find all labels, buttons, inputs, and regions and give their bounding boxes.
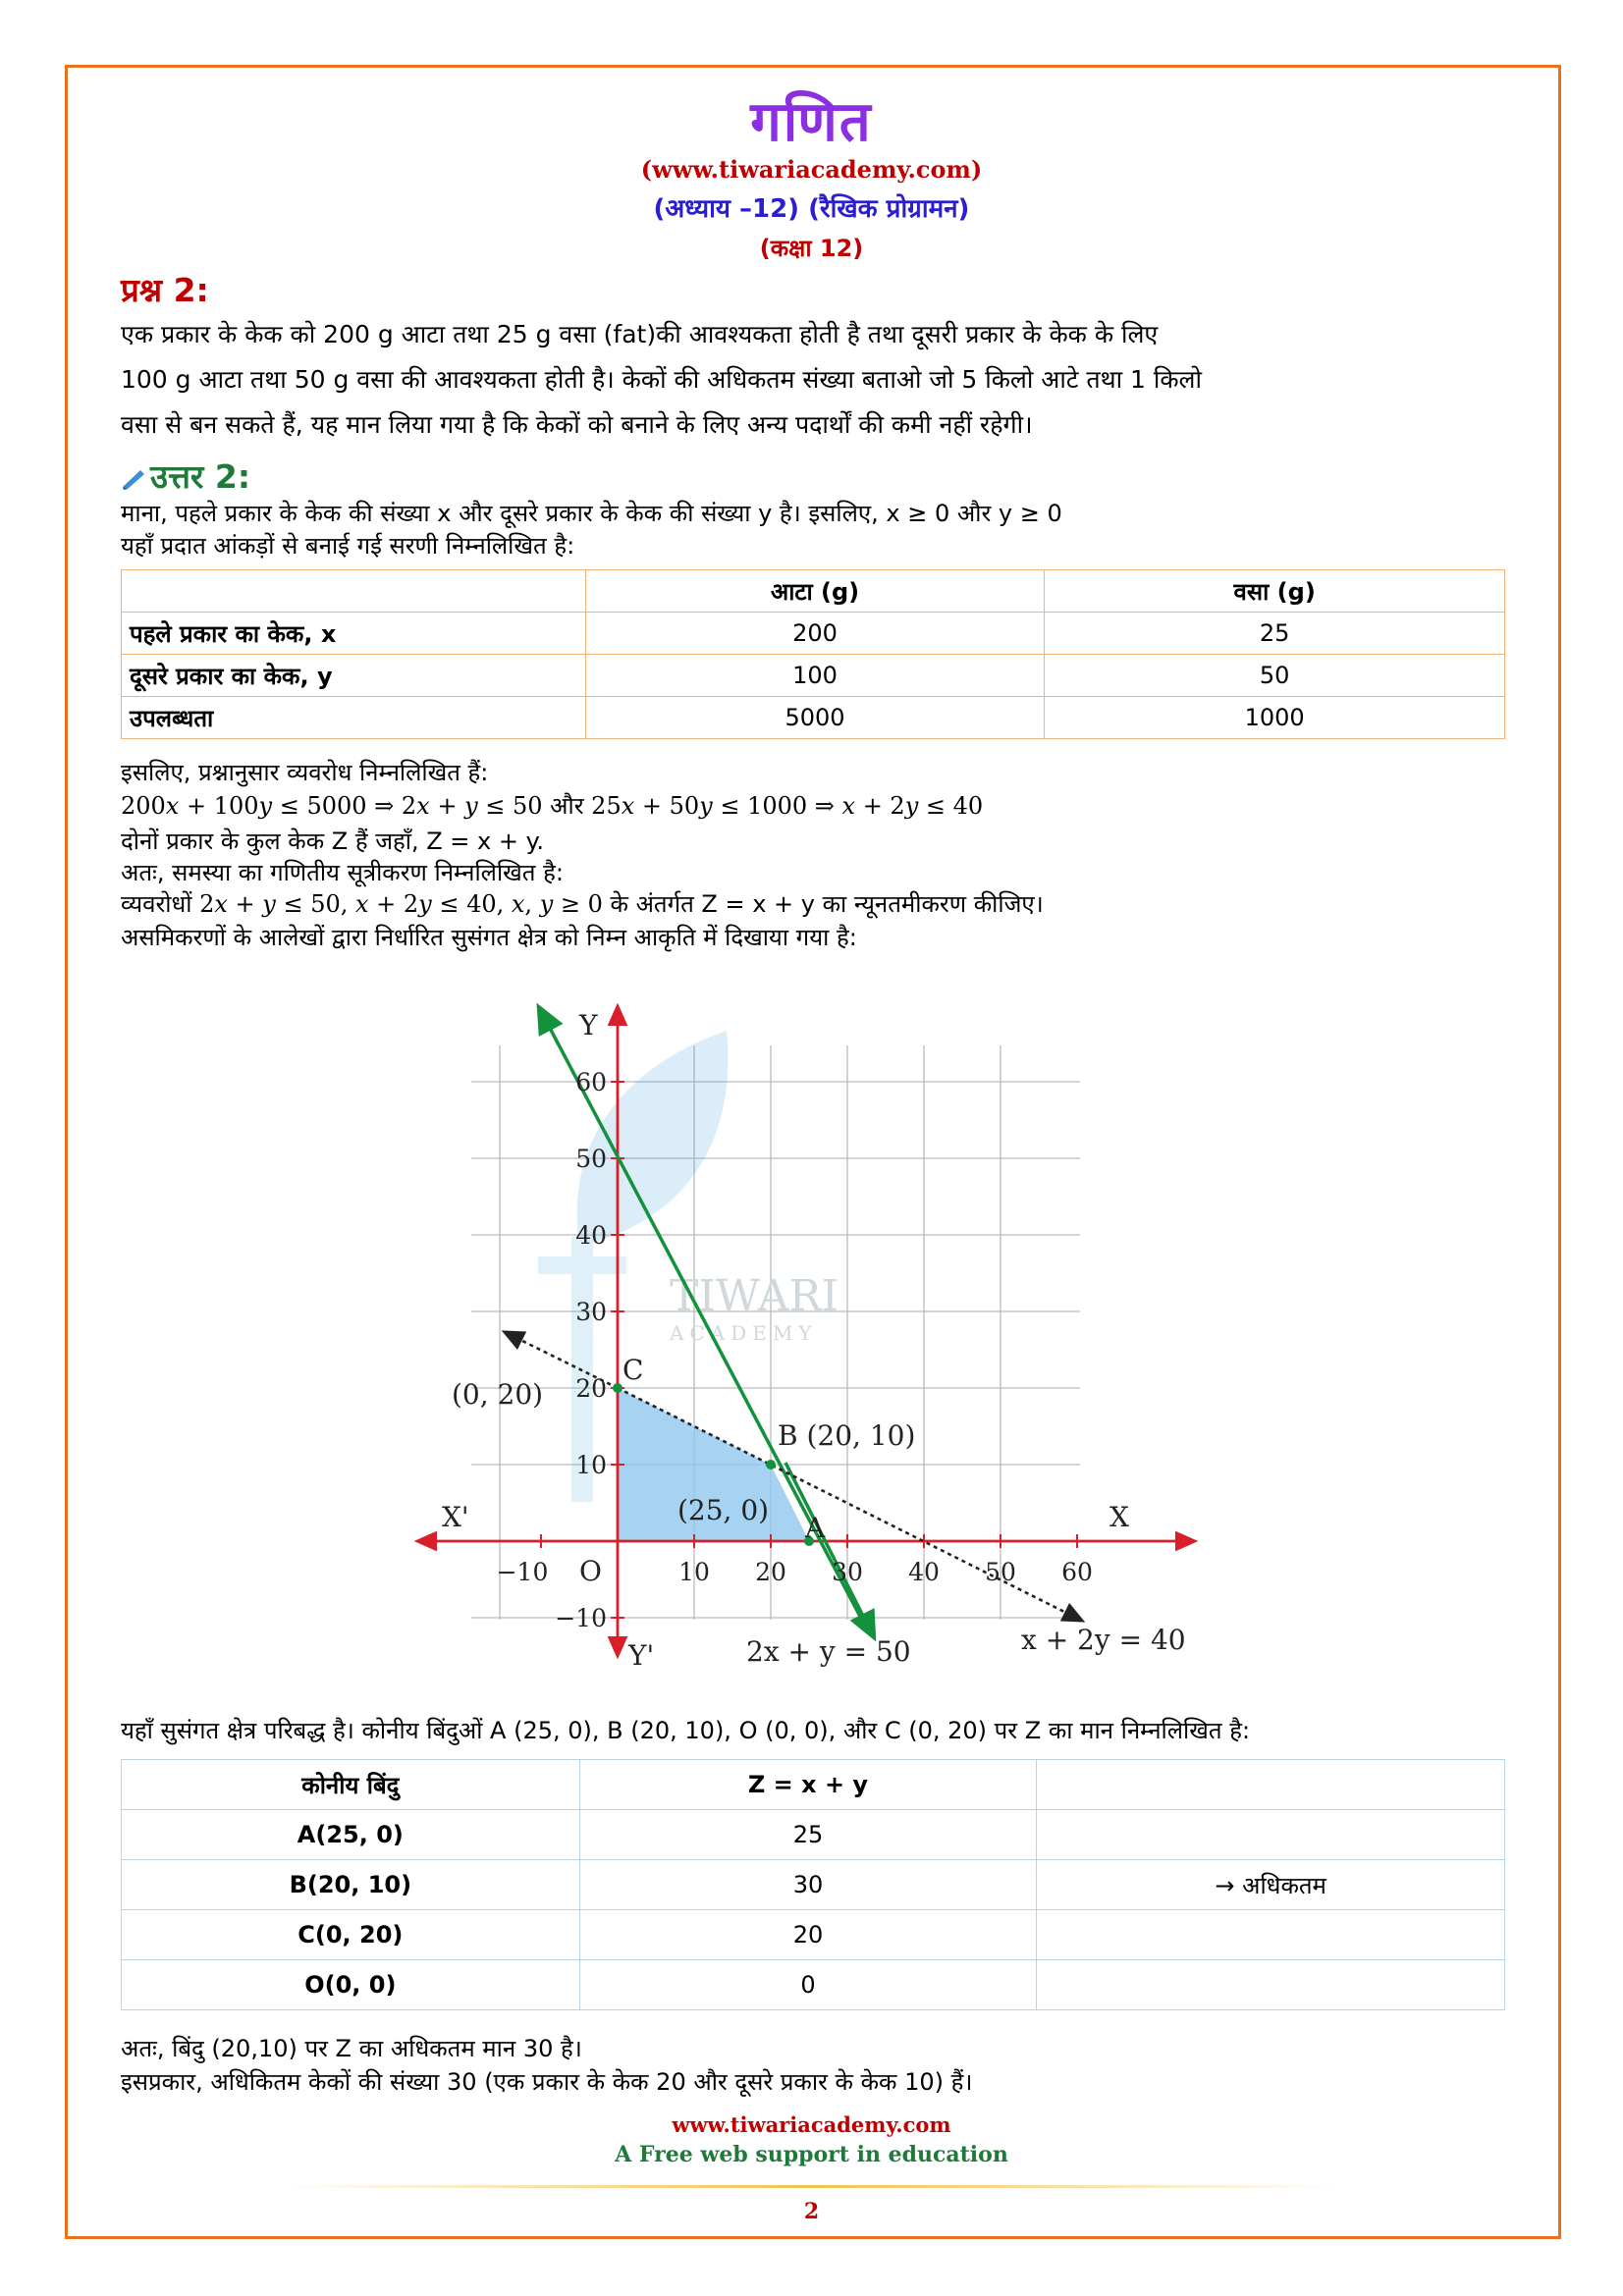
answer-line-1: माना, पहले प्रकार के केक की संख्या x और दूसरे प्रकार के केक की संख्या y है। इसलिए, x ≥ 0 और y ≥ 0: [121, 500, 1062, 527]
question-line-2: 100 g आटा तथा 50 g वसा की आवश्यकता होती है। केकों की अधिकतम संख्या बताओ जो 5 किलो आटे तथा 1 किलो: [121, 365, 1202, 394]
point-c-label: C: [622, 1354, 644, 1386]
equation-and: और: [542, 792, 592, 820]
point-c: [613, 1383, 622, 1393]
x-tick-label: 10: [678, 1558, 710, 1586]
table-cell: [1037, 1960, 1505, 2010]
table-cell: 20: [579, 1910, 1037, 1960]
y-tick-label: 40: [575, 1221, 607, 1250]
equation-2: 25𝑥 + 50𝑦 ≤ 1000 ⇒ 𝑥 + 2𝑦 ≤ 40: [591, 792, 984, 820]
table-cell: 100: [585, 655, 1045, 697]
table-cell: → अधिकतम: [1037, 1860, 1505, 1910]
y-tick-label: 30: [575, 1298, 607, 1326]
footer-tagline: A Free web support in education: [615, 2142, 1008, 2167]
formulation-prefix: व्यवरोधों: [121, 890, 200, 918]
x-tick-label: 30: [832, 1558, 863, 1586]
feasible-region-graph: [412, 991, 1217, 1669]
origin-label: O: [579, 1555, 602, 1587]
table-cell: 25: [579, 1810, 1037, 1860]
footer-website[interactable]: www.tiwariacademy.com: [672, 2112, 951, 2137]
table-cell: O(0, 0): [122, 1960, 580, 2010]
y-tick-label: 10: [575, 1451, 607, 1479]
table-row: [122, 613, 1505, 655]
chapter-heading: (अध्याय –12) (रैखिक प्रोग्रामन): [653, 194, 970, 224]
x-tick-label: 60: [1061, 1558, 1093, 1586]
x-axis-label: X: [1109, 1501, 1129, 1533]
pen-icon: [121, 467, 146, 491]
equation-1: 200𝑥 + 100𝑦 ≤ 5000 ⇒ 2𝑥 + 𝑦 ≤ 50: [121, 792, 543, 820]
answer-line-4: दोनों प्रकार के कुल केक Z हैं जहाँ, Z = x + y.: [121, 828, 545, 855]
x-neg-axis-label: X': [442, 1501, 469, 1533]
y-tick-label: 60: [575, 1068, 607, 1096]
table-header-row: [122, 570, 1505, 613]
table-cell: 30: [579, 1860, 1037, 1910]
point-a-coord: (25, 0): [677, 1494, 770, 1526]
table-header-cell: [1037, 1760, 1505, 1810]
y-tick-label: −10: [555, 1604, 607, 1632]
point-c-coord: (0, 20): [452, 1378, 544, 1411]
y-tick-label: 20: [575, 1374, 607, 1403]
table-cell: 5000: [585, 697, 1045, 739]
table-cell: पहले प्रकार का केक, x: [122, 613, 586, 655]
table-header-cell: वसा (g): [1045, 570, 1505, 613]
answer-heading-wrap: [121, 454, 250, 498]
table-row: [122, 1960, 1505, 2010]
class-heading: (कक्षा 12): [759, 235, 864, 262]
page-number: 2: [803, 2199, 820, 2224]
y-tick-label: 50: [575, 1145, 607, 1173]
table-row: [122, 655, 1505, 697]
x-tick-label: 40: [908, 1558, 940, 1586]
x-tick-label: −10: [496, 1558, 549, 1586]
page-title: गणित: [750, 90, 873, 154]
corner-point-table: [121, 1759, 1505, 2010]
formulation-line: [121, 889, 1044, 919]
answer-line-2: यहाँ प्रदात आंकड़ों से बनाई गई सरणी निम्नलिखित है:: [121, 532, 575, 560]
line-2x-plus-y-50-lower: [785, 1463, 870, 1629]
table-row: [122, 1810, 1505, 1860]
table-cell: C(0, 20): [122, 1910, 580, 1960]
line-2-label: x + 2y = 40: [1021, 1624, 1186, 1656]
table-cell: A(25, 0): [122, 1810, 580, 1860]
table-cell: 200: [585, 613, 1045, 655]
table-row: [122, 697, 1505, 739]
data-table: [121, 569, 1505, 739]
table-cell: 0: [579, 1960, 1037, 2010]
constraint-equations: [121, 791, 983, 821]
formulation-math: 2𝑥 + 𝑦 ≤ 50, 𝑥 + 2𝑦 ≤ 40, 𝑥, 𝑦 ≥ 0: [199, 890, 603, 918]
answer-line-5: अतः, समस्या का गणितीय सूत्रीकरण निम्नलिखित है:: [121, 859, 564, 886]
table-row: [122, 1910, 1505, 1960]
x-tick-label: 20: [755, 1558, 786, 1586]
point-b: [766, 1460, 776, 1469]
table-header-cell: आटा (g): [585, 570, 1045, 613]
x-tick-label: 50: [985, 1558, 1016, 1586]
table-header-row: [122, 1760, 1505, 1810]
table-header-cell: Z = x + y: [579, 1760, 1037, 1810]
question-heading: प्रश्न 2:: [121, 271, 209, 309]
table-cell: 1000: [1045, 697, 1505, 739]
answer-line-7: असमिकरणों के आलेखों द्वारा निर्धारित सुसंगत क्षेत्र को निम्न आकृति में दिखाया गया है:: [121, 924, 857, 951]
table-cell: [1037, 1810, 1505, 1860]
y-neg-axis-label: Y': [628, 1639, 655, 1669]
y-axis-label: Y: [579, 1009, 598, 1041]
header-website: (www.tiwariacademy.com): [640, 155, 983, 184]
table-cell: उपलब्धता: [122, 697, 586, 739]
answer-line-3: इसलिए, प्रश्नानुसार व्यवरोध निम्नलिखित हैं:: [121, 759, 489, 786]
question-line-1: एक प्रकार के केक को 200 g आटा तथा 25 g वसा (fat)की आवश्यकता होती है तथा दूसरी प्रकार के केक के लिए: [121, 320, 1159, 348]
table-cell: [1037, 1910, 1505, 1960]
table-cell: 25: [1045, 613, 1505, 655]
answer-line-8: यहाँ सुसंगत क्षेत्र परिबद्ध है। कोनीय बिंदुओं A (25, 0), B (20, 10), O (0, 0), और C (0, 20) पर Z का मान निम्नलिखित है:: [121, 1717, 1251, 1744]
table-cell: 50: [1045, 655, 1505, 697]
point-a-label: A: [805, 1512, 826, 1544]
table-header-cell: कोनीय बिंदु: [122, 1760, 580, 1810]
table-cell: दूसरे प्रकार का केक, y: [122, 655, 586, 697]
table-header-cell: [122, 570, 586, 613]
watermark-text-small: ACADEMY: [670, 1321, 818, 1345]
point-b-label: B (20, 10): [778, 1419, 916, 1452]
formulation-suffix: के अंतर्गत Z = x + y का न्यूनतमीकरण कीजिए।: [602, 890, 1044, 918]
table-row: [122, 1860, 1505, 1910]
table-cell: B(20, 10): [122, 1860, 580, 1910]
answer-line-9: अतः, बिंदु (20,10) पर Z का अधिकतम मान 30 है।: [121, 2035, 582, 2062]
answer-line-10: इसप्रकार, अधिकितम केकों की संख्या 30 (एक प्रकार के केक 20 और दूसरे प्रकार के केक 10) हैं।: [121, 2068, 973, 2096]
line-1-label: 2x + y = 50: [746, 1635, 911, 1668]
question-line-3: वसा से बन सकते हैं, यह मान लिया गया है कि केकों को बनाने के लिए अन्य पदार्थों की कमी नहीं रहेगी।: [121, 410, 1033, 439]
answer-heading: उत्तर 2:: [150, 457, 251, 496]
watermark-text-big: TIWARI: [670, 1271, 839, 1321]
footer-divider: [285, 2185, 1338, 2188]
